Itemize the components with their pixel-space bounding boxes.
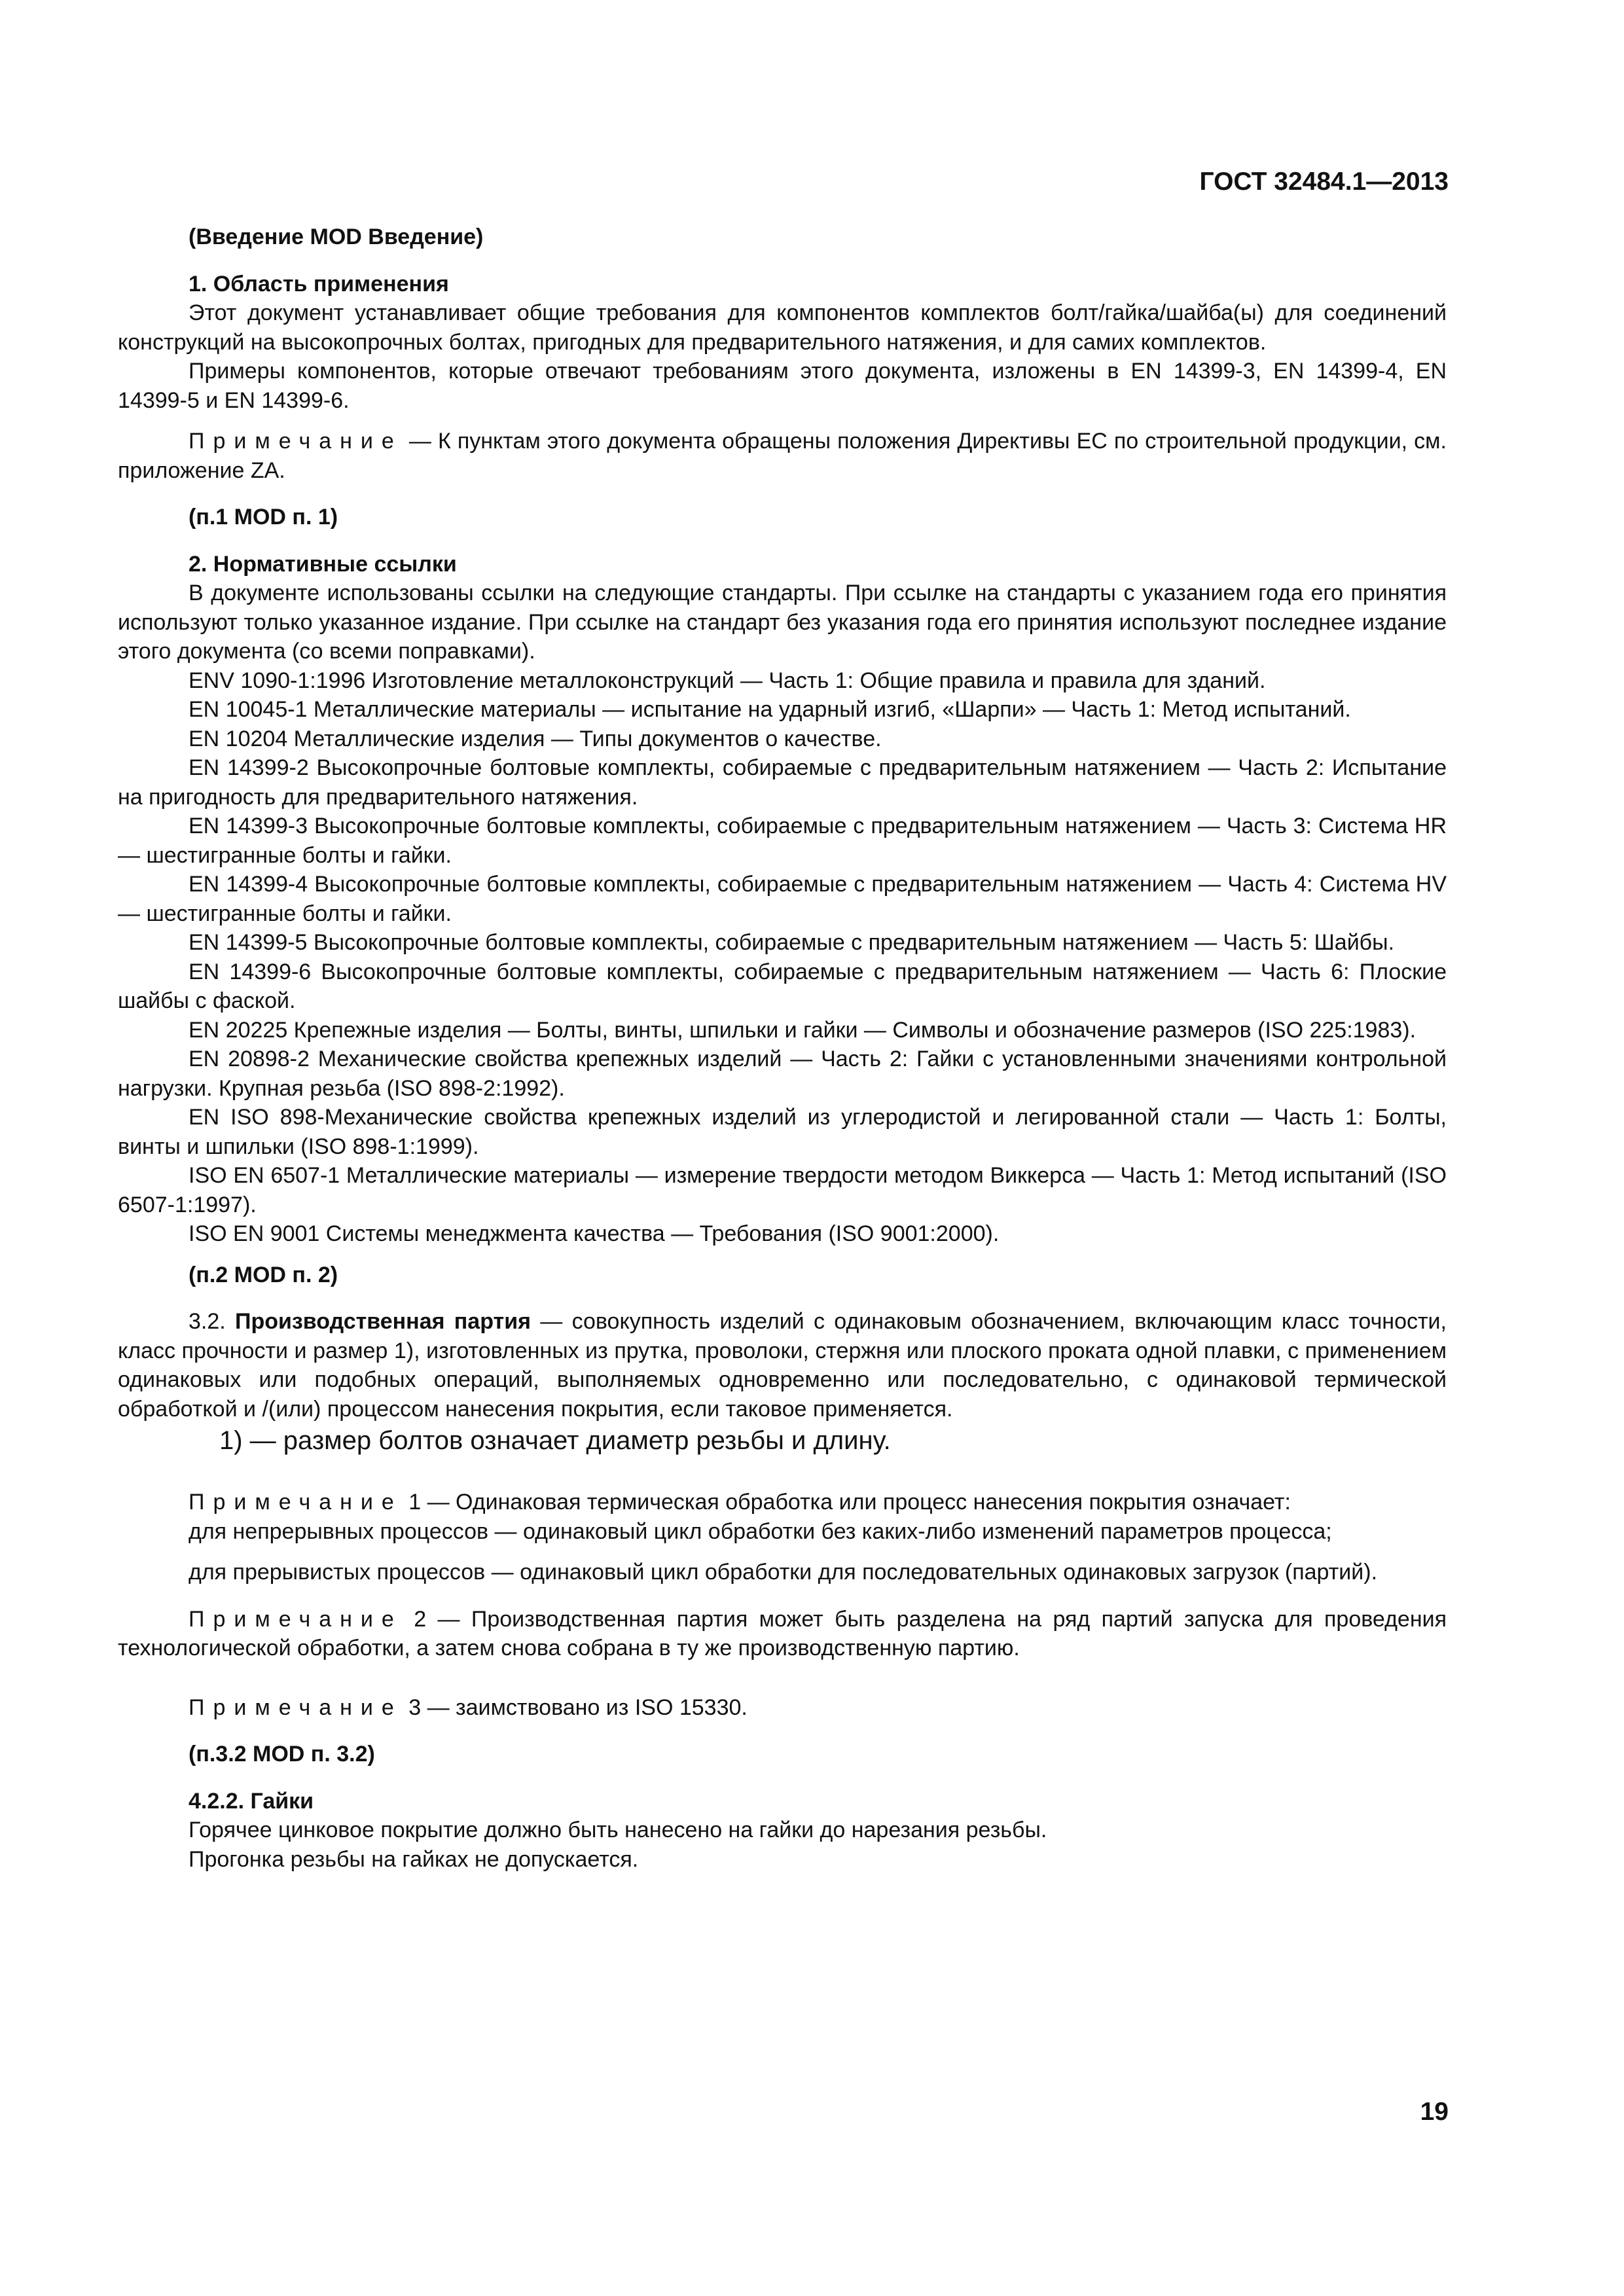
section-1-mod: (п.1 MOD п. 1): [189, 505, 338, 529]
note-label: Примечание: [189, 1490, 403, 1515]
section-1-paragraph-2: Примеры компонентов, которые отвечают требованиям этого документа, изложены в EN 14399-3, EN 14399-4, EN 14399-5 и EN 14399-6.: [118, 359, 1447, 413]
page-number: 19: [1420, 2098, 1449, 2126]
reference-item: EN 14399-4 Высокопрочные болтовые комплекты, собираемые с предварительным натяжением — Часть 4: Система HV — шестигранные болты и гайки.: [118, 872, 1447, 926]
note-2: [118, 1605, 1447, 1663]
note-1-intermittent: для прерывистых процессов — одинаковый цикл обработки для последовательных одинаковых загрузок (партий).: [189, 1560, 1378, 1585]
note-label: Примечание: [189, 429, 403, 454]
section-4-line-2: Прогонка резьбы на гайках не допускается.: [189, 1846, 639, 1872]
note-2-text: 2 — Производственная партия может быть разделена на ряд партий запуска для проведения технологической обработки, а затем снова собрана в ту же производственную партию.: [118, 1606, 1447, 1660]
reference-item: ENV 1090-1:1996 Изготовление металлоконструкций — Часть 1: Общие правила и правила для зданий.: [189, 668, 1266, 693]
reference-item: EN 20898-2 Механические свойства крепежных изделий — Часть 2: Гайки с установленными значениями контрольной нагрузки. Крупная резьба (ISO 898-2:1992).: [118, 1047, 1447, 1101]
note-text: — К пунктам этого документа обращены положения Директивы ЕС по строительной продукции, см. приложение ZA.: [118, 429, 1447, 483]
definition-text: — совокупность изделий с одинаковым обозначением, включающим класс точности, класс прочности и размер 1), изготовленных из прутка, проволоки, стержня или плоского проката одной плавки, с применением одинаковых или подобных операций, выполняемых одновременно или последовательно, с одинаковой термической обработкой и /(или) процессом нанесения покрытия, если таковое применяется.: [118, 1309, 1447, 1422]
section-1-paragraph-1: Этот документ устанавливает общие требования для компонентов комплектов болт/гайка/шайба(ы) для соединений конструкций на высокопрочных болтах, пригодных для предварительного натяжения, и для самих комплектов.: [118, 300, 1447, 355]
note-3-text: 3 — заимствовано из ISO 15330.: [402, 1695, 748, 1720]
section-2-mod: (п.2 MOD п. 2): [189, 1262, 338, 1287]
section-3-mod: (п.3.2 MOD п. 3.2): [189, 1742, 375, 1767]
standard-designation: ГОСТ 32484.1—2013: [1199, 168, 1449, 196]
reference-item: EN 14399-6 Высокопрочные болтовые комплекты, собираемые с предварительным натяжением — Часть 6: Плоские шайбы с фаской.: [118, 959, 1447, 1013]
reference-item: EN 14399-3 Высокопрочные болтовые комплекты, собираемые с предварительным натяжением — Часть 3: Система HR — шестигранные болты и гайки.: [118, 814, 1447, 868]
page-body: [118, 223, 1447, 1874]
section-4-heading: 4.2.2. Гайки: [189, 1788, 314, 1814]
note-1-text: 1 — Одинаковая термическая обработка или процесс нанесения покрытия означает:: [402, 1490, 1291, 1515]
section-2-heading: 2. Нормативные ссылки: [189, 551, 457, 577]
note-3: [118, 1693, 1447, 1723]
reference-item: EN ISO 898-Механические свойства крепежных изделий из углеродистой и легированной стали — Часть 1: Болты, винты и шпильки (ISO 898-1:1999).: [118, 1105, 1447, 1159]
intro-mod-note: (Введение MOD Введение): [189, 224, 484, 249]
section-1-heading: 1. Область применения: [189, 271, 449, 296]
reference-item: ISO EN 6507-1 Металлические материалы — измерение твердости методом Виккерса — Часть 1: Метод испытаний (ISO 6507-1:1997).: [118, 1163, 1447, 1217]
section-4-line-1: Горячее цинковое покрытие должно быть нанесено на гайки до нарезания резьбы.: [189, 1818, 1047, 1842]
note-1-continuous: для непрерывных процессов — одинаковый цикл обработки без каких-либо изменений параметров процесса;: [189, 1518, 1332, 1544]
reference-item: EN 10204 Металлические изделия — Типы документов о качестве.: [189, 726, 882, 751]
reference-item: EN 14399-5 Высокопрочные болтовые комплекты, собираемые с предварительным натяжением — Часть 5: Шайбы.: [189, 930, 1395, 955]
definition-term: Производственная партия: [235, 1309, 531, 1334]
section-2-intro: В документе использованы ссылки на следующие стандарты. При ссылке на стандарты с указанием года его принятия используют только указанное издание. При ссылке на стандарт без указания года его принятия используют последнее издание этого документа (со всеми поправками).: [118, 581, 1447, 664]
note-1: [118, 1488, 1447, 1517]
section-1-note: [118, 427, 1447, 485]
reference-item: ISO EN 9001 Системы менеджмента качества — Требования (ISO 9001:2000).: [189, 1221, 1000, 1246]
reference-item: EN 20225 Крепежные изделия — Болты, винты, шпильки и гайки — Символы и обозначение размеров (ISO 225:1983).: [189, 1017, 1416, 1043]
note-label: Примечание: [189, 1606, 403, 1632]
reference-item: EN 14399-2 Высокопрочные болтовые комплекты, собираемые с предварительным натяжением — Часть 2: Испытание на пригодность для предварительного натяжения.: [118, 755, 1447, 810]
reference-item: EN 10045-1 Металлические материалы — испытание на ударный изгиб, «Шарпи» — Часть 1: Метод испытаний.: [189, 697, 1351, 722]
note-label: Примечание: [189, 1695, 403, 1720]
footnote: 1) — размер болтов означает диаметр резьбы и длину.: [219, 1426, 891, 1455]
definition-number: 3.2.: [189, 1309, 236, 1334]
definition-3-2: [118, 1307, 1447, 1424]
